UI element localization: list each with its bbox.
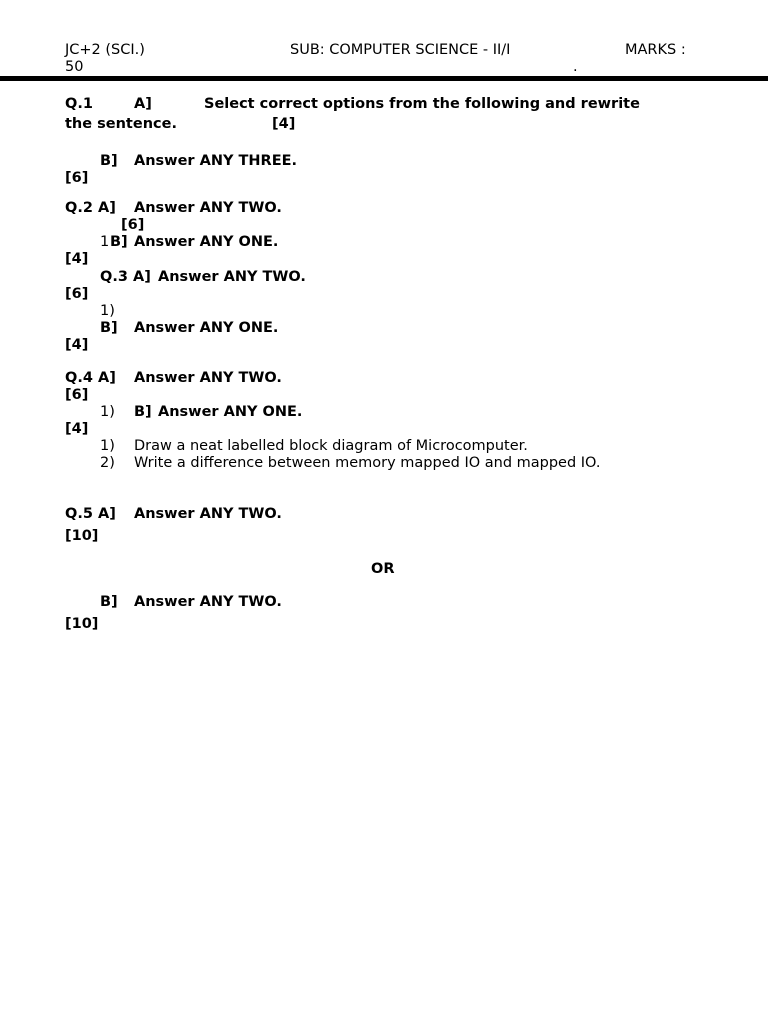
q4-a-label: Q.4 A] — [65, 370, 116, 386]
marks-label: MARKS : — [625, 42, 686, 58]
header-dot: . — [573, 59, 578, 75]
q5-a-marks: [10] — [65, 528, 99, 544]
q3-b-label: B] — [100, 320, 118, 336]
q1-number: Q.1 — [65, 96, 93, 112]
q1-a-marks: [4] — [272, 116, 296, 132]
q4-item-text: Draw a neat labelled block diagram of Microcomputer. — [134, 438, 528, 454]
q4-b-label: B] — [134, 404, 152, 420]
q5-a-text: Answer ANY TWO. — [134, 506, 282, 522]
q3-a-text: Answer ANY TWO. — [158, 269, 306, 285]
q3-a-label: Q.3 A] — [100, 269, 151, 285]
q3-item-1: 1) — [100, 303, 115, 319]
q1-a-text: Select correct options from the following and rewrite — [204, 96, 640, 112]
q4-b-marks: [4] — [65, 421, 89, 437]
q2-a-marks: [6] — [121, 217, 145, 233]
q3-a-marks: [6] — [65, 286, 89, 302]
q4-a-text: Answer ANY TWO. — [134, 370, 282, 386]
q3-b-text: Answer ANY ONE. — [134, 320, 279, 336]
q4-item-number: 1) — [100, 438, 115, 454]
q2-b-text: Answer ANY ONE. — [134, 234, 279, 250]
q4-item-number: 2) — [100, 455, 115, 471]
q1-b-marks: [6] — [65, 170, 89, 186]
q4-a-marks: [6] — [65, 387, 89, 403]
marks-value: 50 — [65, 59, 84, 75]
q2-b-prefix: 1 — [100, 234, 110, 250]
header-divider — [0, 76, 768, 81]
q5-b-label: B] — [100, 594, 118, 610]
q2-a-label: Q.2 A] — [65, 200, 116, 216]
q1-a-label: A] — [134, 96, 152, 112]
q2-a-text: Answer ANY TWO. — [134, 200, 282, 216]
q2-b-marks: [4] — [65, 251, 89, 267]
q1-b-label: B] — [100, 153, 118, 169]
q4-b-text: Answer ANY ONE. — [158, 404, 303, 420]
q3-b-marks: [4] — [65, 337, 89, 353]
class-label: JC+2 (SCI.) — [65, 42, 145, 58]
subject-label: SUB: COMPUTER SCIENCE - II/I — [290, 42, 511, 58]
q2-b-label: B] — [110, 234, 128, 250]
q5-or-separator: OR — [371, 561, 395, 577]
q1-a-text-cont: the sentence. — [65, 116, 177, 132]
q5-a-label: Q.5 A] — [65, 506, 116, 522]
q5-b-text: Answer ANY TWO. — [134, 594, 282, 610]
q5-b-marks: [10] — [65, 616, 99, 632]
q4-b-prefix: 1) — [100, 404, 115, 420]
q4-item-text: Write a difference between memory mapped IO and mapped IO. — [134, 455, 601, 471]
q1-b-text: Answer ANY THREE. — [134, 153, 298, 169]
